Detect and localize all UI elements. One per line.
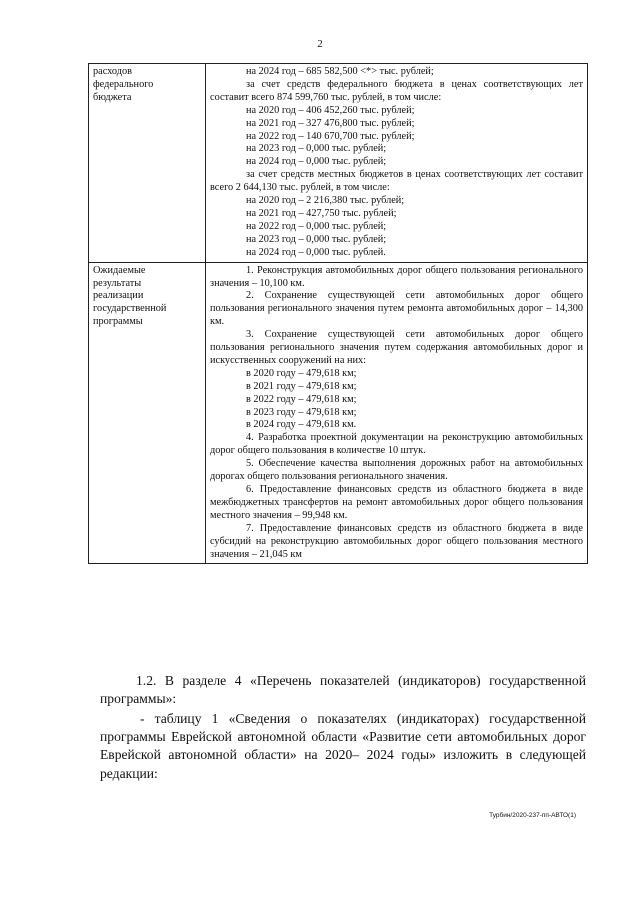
result-year-line: в 2024 году – 479,618 км. — [246, 419, 357, 431]
row-content — [206, 262, 588, 564]
funding-paragraph: за счет средств местных бюджетов в ценах соответствующих лет составит всего 2 644,130 тыс. рублей, в том числе: — [210, 169, 583, 194]
row-content — [206, 64, 588, 263]
result-year-line: в 2021 году – 479,618 км; — [246, 380, 357, 392]
result-item: 5. Обеспечение качества выполнения дорожных работ на автомобильных дорогах общего пользования регионального значения. — [210, 458, 583, 483]
section-paragraph: - таблицу 1 «Сведения о показателях (индикаторах) государственной программы Еврейской автономной области «Развитие сети автомобильных дорог Еврейской автономной области» на 2020– 2024 годы» изложить в следующей редакции: — [100, 711, 586, 781]
result-item: 1. Реконструкция автомобильных дорог общего пользования регионального значения – 10,100 км. — [210, 264, 583, 289]
section-paragraph: 1.2. В разделе 4 «Перечень показателей (индикаторов) государственной программы»: — [100, 673, 586, 707]
label-line: реализации — [93, 290, 144, 302]
document-code-footer: Турбин/2020-237-пп-АВТО(1) — [489, 812, 576, 819]
funding-paragraph: за счет средств федерального бюджета в ценах соответствующих лет составит всего 874 599,760 тыс. рублей, в том числе: — [210, 78, 583, 103]
table-row — [89, 262, 588, 564]
result-item: 3. Сохранение существующей сети автомобильных дорог общего пользования регионального значения путем содержания автомобильных дорог и искусственных сооружений на них: — [210, 329, 583, 366]
funding-line: на 2021 год – 427,750 тыс. рублей; — [246, 207, 397, 219]
label-line: Ожидаемые — [93, 264, 146, 276]
label-line: результаты — [93, 277, 142, 289]
label-line: программы — [93, 316, 143, 328]
label-line: бюджета — [93, 91, 132, 103]
label-line: расходов — [93, 66, 133, 77]
result-year-line: в 2020 году – 479,618 км; — [246, 367, 357, 379]
funding-line: на 2023 год – 0,000 тыс. рублей; — [246, 233, 387, 245]
funding-line: на 2024 год – 685 582,500 <*> тыс. рублей; — [246, 66, 434, 77]
funding-line: на 2022 год – 140 670,700 тыс. рублей; — [246, 130, 415, 142]
result-year-line: в 2022 году – 479,618 км; — [246, 393, 357, 405]
table-row — [89, 64, 588, 263]
result-item: 2. Сохранение существующей сети автомобильных дорог общего пользования регионального значения путем ремонта автомобильных дорог – 14,300 км. — [210, 290, 583, 328]
funding-line: на 2020 год – 406 452,260 тыс. рублей; — [246, 104, 415, 116]
label-line: федерального — [93, 78, 154, 90]
funding-line: на 2023 год – 0,000 тыс. рублей; — [246, 143, 387, 155]
funding-line: на 2024 год – 0,000 тыс. рублей. — [246, 246, 386, 258]
funding-line: на 2024 год – 0,000 тыс. рублей; — [246, 156, 387, 168]
label-line: государственной — [93, 303, 167, 315]
page-number: 2 — [317, 38, 323, 50]
row-label — [89, 64, 206, 263]
result-year-line: в 2023 году – 479,618 км; — [246, 406, 357, 418]
funding-line: на 2020 год – 2 216,380 тыс. рублей; — [246, 195, 405, 207]
result-item: 4. Разработка проектной документации на реконструкцию автомобильных дорог общего пользования в количестве 10 штук. — [210, 432, 583, 457]
row-label — [89, 262, 206, 564]
funding-line: на 2021 год – 327 476,800 тыс. рублей; — [246, 117, 415, 129]
funding-line: на 2022 год – 0,000 тыс. рублей; — [246, 220, 387, 232]
result-item: 7. Предоставление финансовых средств из областного бюджета в виде субсидий на реконструкцию автомобильных дорог общего пользования местного значения – 21,045 км — [210, 522, 583, 560]
result-item: 6. Предоставление финансовых средств из областного бюджета в виде межбюджетных трансфертов на ремонт автомобильных дорог общего пользования местного значения – 99,948 км. — [210, 484, 583, 521]
program-passport-table — [88, 63, 588, 564]
